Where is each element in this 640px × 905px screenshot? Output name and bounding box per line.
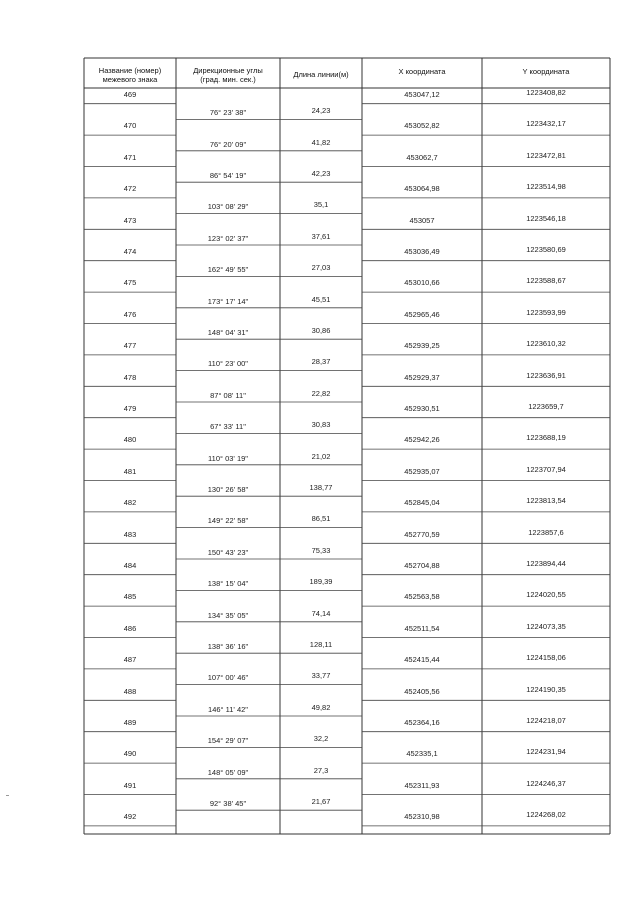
mark-name: 482 — [123, 498, 137, 508]
direction-angle: 110° 03' 19" — [208, 453, 248, 463]
mark-name: 486 — [123, 623, 137, 633]
direction-angle: 134° 35' 05" — [207, 610, 249, 620]
header-line-length: Длина линии(м) — [293, 70, 349, 79]
header-direction-angle-line2: (град. мин. сек.) — [200, 75, 256, 84]
direction-angle: 107° 00' 46" — [207, 673, 249, 683]
direction-angle: 173° 17' 14" — [207, 296, 249, 306]
direction-angle: 87° 08' 11" — [210, 390, 246, 400]
y-coordinate: 1223894,44 — [526, 559, 566, 568]
mark-name: 479 — [123, 404, 137, 413]
header-mark-name — [84, 66, 176, 84]
x-coordinate: 453064,98 — [404, 184, 440, 194]
mark-name: 473 — [123, 215, 137, 225]
header-direction-angle-line1: Дирекционные углы — [193, 66, 263, 75]
line-length: 45,51 — [311, 294, 331, 304]
direction-angle: 138° 36' 16" — [207, 642, 249, 652]
x-coordinate: 452845,04 — [404, 498, 440, 508]
mark-name: 472 — [123, 184, 137, 194]
y-coordinate: 1224231,94 — [526, 747, 566, 757]
header-y-coordinate: Y координата — [522, 67, 570, 76]
direction-angle: 67° 33' 11" — [210, 422, 246, 432]
direction-angle: 110° 23' 00" — [208, 359, 248, 369]
y-coordinate: 1223610,32 — [526, 339, 566, 349]
y-coordinate: 1223514,98 — [526, 182, 566, 192]
line-length: 41,82 — [311, 137, 331, 147]
header-x-coordinate: X координата — [398, 67, 446, 76]
y-coordinate: 1223688,19 — [526, 433, 566, 443]
direction-angle: 86° 54' 19" — [209, 171, 247, 181]
mark-name: 485 — [123, 592, 137, 602]
y-coordinate: 1223659,7 — [528, 402, 564, 411]
x-coordinate: 453062,7 — [406, 152, 438, 162]
x-coordinate: 452335,1 — [406, 749, 438, 759]
direction-angle: 154° 29' 07" — [207, 736, 249, 746]
x-coordinate: 453047,12 — [404, 90, 440, 99]
y-coordinate: 1223593,99 — [526, 307, 566, 317]
x-coordinate: 452511,54 — [404, 623, 440, 633]
y-coordinate: 1224246,37 — [526, 778, 566, 788]
x-coordinate: 452942,26 — [404, 435, 440, 445]
x-coordinate: 452929,37 — [404, 372, 440, 382]
line-length: 75,33 — [311, 545, 331, 555]
header-mark-name-line2: межевого знака — [102, 75, 158, 84]
y-coordinate: 1224073,35 — [526, 621, 566, 631]
y-coordinate: 1224158,06 — [526, 653, 566, 663]
line-length: 27,3 — [313, 765, 329, 775]
y-coordinate: 1223813,54 — [526, 496, 566, 506]
mark-name: 490 — [123, 749, 137, 759]
y-coordinate: 1223580,69 — [526, 245, 566, 254]
x-coordinate: 452770,59 — [404, 529, 440, 539]
x-coordinate: 452415,44 — [404, 655, 440, 665]
y-coordinate: 1223636,91 — [526, 370, 566, 380]
header-mark-name-line1: Название (номер) — [98, 66, 162, 75]
direction-angle: 149° 22' 58" — [207, 516, 249, 526]
line-length: 189,39 — [309, 577, 333, 587]
direction-angle: 130° 26' 58" — [207, 485, 249, 495]
line-length: 22,82 — [311, 388, 331, 398]
line-length: 49,82 — [311, 702, 331, 712]
x-coordinate: 453057 — [409, 215, 435, 225]
line-length: 33,77 — [311, 671, 331, 681]
mark-name: 488 — [123, 686, 137, 696]
y-coordinate: 1224218,07 — [526, 716, 566, 725]
mark-name: 480 — [123, 435, 137, 445]
line-length: 42,23 — [311, 169, 331, 179]
line-length: 28,37 — [311, 357, 331, 367]
direction-angle: 76° 20' 09" — [209, 139, 247, 149]
direction-angle: 148° 04' 31" — [207, 328, 249, 338]
x-coordinate: 452405,56 — [404, 686, 440, 696]
scan-mark — [6, 795, 9, 796]
mark-name: 491 — [123, 780, 137, 790]
line-length: 86,51 — [311, 514, 331, 524]
mark-name: 481 — [123, 466, 137, 476]
y-coordinate: 1223472,81 — [526, 150, 566, 160]
line-length: 30,83 — [311, 420, 331, 430]
x-coordinate: 452930,51 — [404, 404, 440, 413]
y-coordinate: 1223707,94 — [526, 464, 566, 474]
mark-name: 477 — [123, 341, 137, 351]
mark-name: 487 — [123, 655, 137, 665]
x-coordinate: 452310,98 — [404, 812, 440, 822]
mark-name: 471 — [123, 152, 137, 162]
line-length: 21,67 — [311, 797, 331, 807]
y-coordinate: 1224190,35 — [526, 684, 566, 694]
x-coordinate: 453010,66 — [404, 278, 440, 288]
direction-angle: 148° 05' 09" — [207, 767, 249, 777]
y-coordinate: 1223432,17 — [526, 119, 566, 129]
mark-name: 469 — [123, 90, 137, 99]
mark-name: 483 — [123, 529, 137, 539]
mark-name: 470 — [123, 121, 137, 131]
x-coordinate: 452704,88 — [404, 561, 440, 570]
header-direction-angle — [176, 66, 280, 84]
y-coordinate: 1223546,18 — [526, 213, 566, 223]
x-coordinate: 452364,16 — [404, 718, 440, 727]
y-coordinate: 1223857,6 — [528, 527, 564, 537]
line-length: 27,03 — [311, 263, 331, 273]
line-length: 32,2 — [313, 734, 329, 744]
mark-name: 489 — [123, 718, 137, 727]
line-length: 35,1 — [313, 200, 329, 210]
line-length: 128,11 — [309, 640, 333, 650]
direction-angle: 123° 02' 37" — [207, 233, 249, 243]
direction-angle: 146° 11' 42" — [208, 704, 248, 714]
y-coordinate: 1223588,67 — [526, 276, 566, 286]
y-coordinate: 1224020,55 — [526, 590, 566, 600]
line-length: 30,86 — [311, 326, 331, 336]
x-coordinate: 452311,93 — [404, 780, 440, 790]
y-coordinate: 1224268,02 — [526, 810, 566, 820]
x-coordinate: 453036,49 — [404, 247, 440, 256]
y-coordinate: 1223408,82 — [526, 88, 566, 97]
direction-angle: 92° 38' 45" — [209, 799, 247, 809]
direction-angle: 103° 08' 29" — [207, 202, 249, 212]
line-length: 37,61 — [311, 231, 331, 241]
direction-angle: 162° 49' 55" — [207, 265, 249, 275]
x-coordinate: 452965,46 — [404, 309, 440, 319]
mark-name: 484 — [123, 561, 137, 570]
x-coordinate: 453052,82 — [404, 121, 440, 131]
mark-name: 476 — [123, 309, 137, 319]
x-coordinate: 452935,07 — [404, 466, 440, 476]
line-length: 74,14 — [311, 608, 331, 618]
line-length: 138,77 — [309, 483, 333, 493]
x-coordinate: 452563,58 — [404, 592, 440, 602]
direction-angle: 138° 15' 04" — [207, 579, 249, 589]
line-length: 24,23 — [311, 106, 331, 116]
x-coordinate: 452939,25 — [404, 341, 440, 351]
direction-angle: 76° 23' 38" — [209, 108, 247, 118]
mark-name: 474 — [123, 247, 137, 256]
mark-name: 492 — [123, 812, 137, 822]
line-length: 21,02 — [311, 451, 331, 461]
mark-name: 478 — [123, 372, 137, 382]
direction-angle: 150° 43' 23" — [207, 547, 249, 557]
mark-name: 475 — [123, 278, 137, 288]
